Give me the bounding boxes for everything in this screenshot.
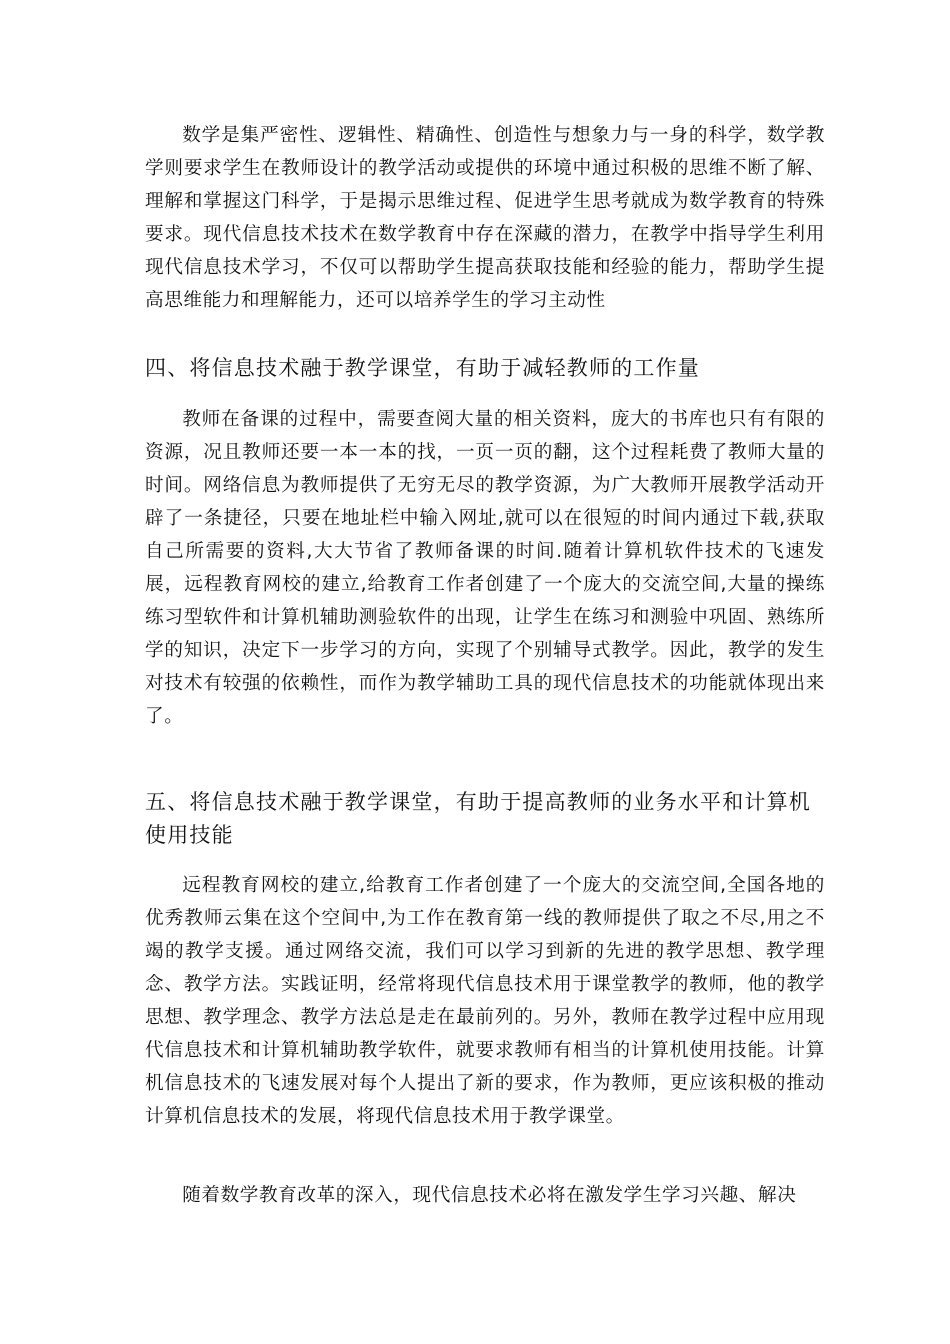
section-heading-5: 五、将信息技术融于教学课堂，有助于提高教师的业务水平和计算机使用技能 <box>145 790 811 847</box>
body-paragraph: 随着数学教育改革的深入，现代信息技术必将在激发学生学习兴趣、解决 <box>182 1185 797 1206</box>
body-paragraph: 远程教育网校的建立,给教育工作者创建了一个庞大的交流空间,全国各地的优秀教师云集在这个空间中,为工作在教育第一线的教师提供了取之不尽,用之不竭的教学支援。通过网络交流，我们可以学习到新的先进的教学思想、教学理念、教学方法。实践证明，经常将现代信息技术用于课堂教学的教师，他的教学思想、教学理念、教学方法总是走在最前列的。另外，教师在教学过程中应用现代信息技术和计算机辅助教学软件，就要求教师有相当的计算机使用技能。计算机信息技术的飞速发展对每个人提出了新的要求，作为教师，更应该积极的推动计算机信息技术的发展，将现代信息技术用于教学课堂。 <box>145 875 825 1127</box>
body-paragraph: 数学是集严密性、逻辑性、精确性、创造性与想象力与一身的科学，数学教学则要求学生在教师设计的教学活动或提供的环境中通过积极的思维不断了解、理解和掌握这门科学，于是揭示思维过程、促进学生思考就成为数学教育的特殊要求。现代信息技术技术在数学教育中存在深藏的潜力，在教学中指导学生利用现代信息技术学习，不仅可以帮助学生提高获取技能和经验的能力，帮助学生提高思维能力和理解能力，还可以培养学生的学习主动性 <box>145 125 825 311</box>
body-paragraph: 教师在备课的过程中，需要查阅大量的相关资料，庞大的书库也只有有限的资源，况且教师还要一本一本的找，一页一页的翻，这个过程耗费了教师大量的时间。网络信息为教师提供了无穷无尽的教学资源，为广大教师开展教学活动开辟了一条捷径，只要在地址栏中输入网址,就可以在很短的时间内通过下载,获取自己所需要的资料,大大节省了教师备课的时间.随着计算机软件技术的飞速发展，远程教育网校的建立,给教育工作者创建了一个庞大的交流空间,大量的操练练习型软件和计算机辅助测验软件的出现，让学生在练习和测验中巩固、熟练所学的知识，决定下一步学习的方向，实现了个别辅导式教学。因此，教学的发生对技术有较强的依赖性，而作为教学辅助工具的现代信息技术的功能就体现出来了。 <box>145 409 825 727</box>
section-heading-4: 四、将信息技术融于教学课堂，有助于减轻教师的工作量 <box>145 356 700 380</box>
